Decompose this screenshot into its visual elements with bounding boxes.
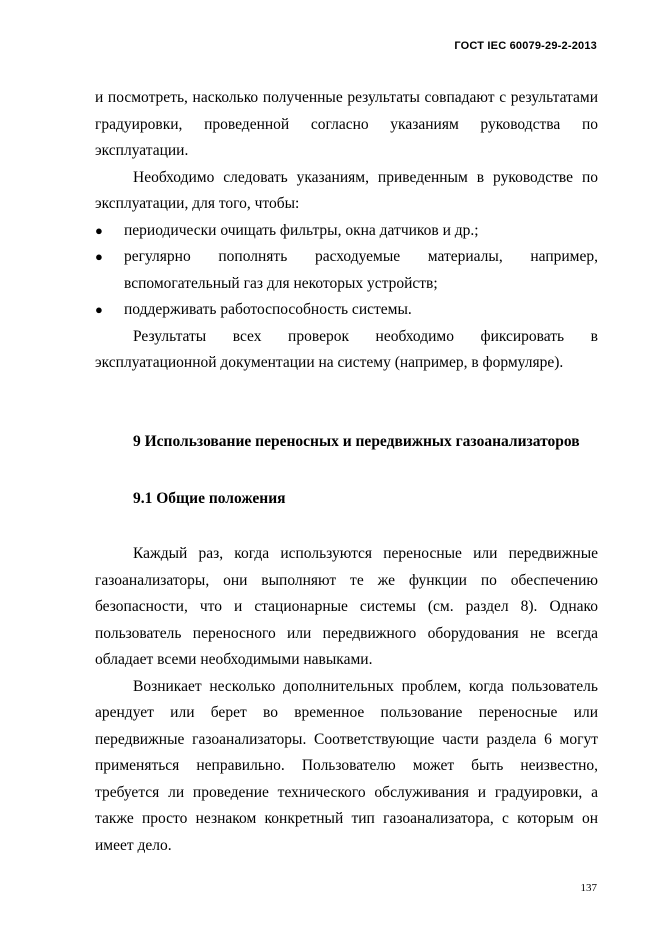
list-item [95, 297, 598, 324]
paragraph-results: Результаты всех проверок необходимо фиксировать в эксплуатационной документации на систему (например, в формуляре). [95, 327, 598, 371]
bullet-icon: ● [95, 302, 103, 317]
list-item-text: поддерживать работоспособность системы. [124, 301, 412, 318]
bullet-list [95, 218, 598, 324]
list-item [95, 244, 598, 297]
page-number: 137 [580, 882, 597, 894]
list-item-text: периодически очищать фильтры, окна датчиков и др.; [124, 221, 479, 239]
section-heading: 9 Использование переносных и передвижных газоанализаторов [133, 433, 580, 450]
list-item-text: регулярно пополнять расходуемые материалы, например, вспомогательный газ для некоторых устройств; [124, 248, 598, 292]
document-code-header: ГОСТ IEC 60079-29-2-2013 [454, 40, 597, 52]
list-item [95, 218, 598, 245]
paragraph-general-1: Каждый раз, когда используются переносные или передвижные газоанализаторы, они выполняют те же функции по обеспечению безопасности, что и стационарные системы (см. раздел 8). Однако пользователь переносного или передвижного оборудования не всегда обладает всеми необходимыми навыками. [95, 545, 598, 668]
paragraph-general-2: Возникает несколько дополнительных проблем, когда пользователь арендует или берет во временное пользование переносные или передвижные газоанализаторы. Соответствующие части раздела 6 могут применяться неправильно. Пользователю может быть неизвестно, требуется ли проведение технического обслуживания и градуировки, а также просто незнаком конкретный тип газоанализатора, с которым он имеет дело. [95, 677, 598, 854]
subsection-heading: 9.1 Общие положения [133, 490, 286, 507]
text-block-bottom [95, 541, 598, 859]
paragraph-instructions: Необходимо следовать указаниям, приведенным в руководстве по эксплуатации, для того, чтобы: [95, 168, 598, 212]
bullet-icon: ● [95, 222, 103, 238]
paragraph-continued: и посмотреть, насколько полученные результаты совпадают с результатами градуировки, проведенной согласно указаниям руководства по эксплуатации. [95, 89, 598, 159]
text-block-top [95, 85, 598, 377]
bullet-icon: ● [95, 249, 103, 264]
